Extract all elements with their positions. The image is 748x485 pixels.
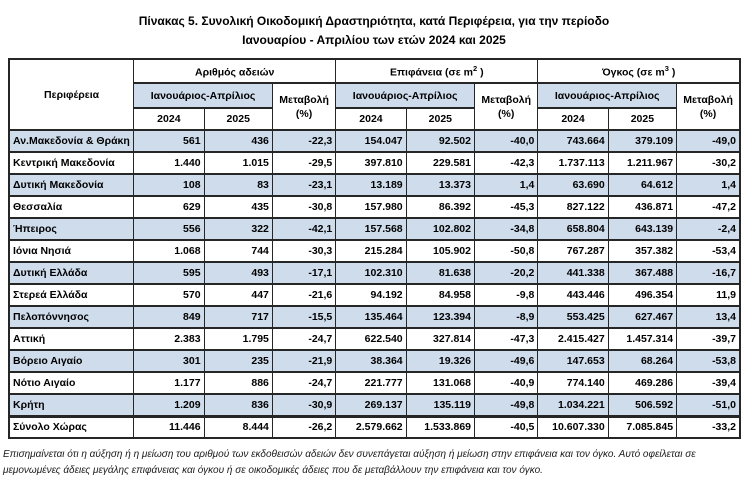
- permits-2025-cell: 493: [204, 262, 272, 284]
- group-header-permits-label: Αριθμός αδειών: [195, 66, 275, 79]
- permits-2025-cell: 1.795: [204, 328, 272, 350]
- surface-2024-cell: 38.364: [336, 350, 406, 372]
- permits-2025-cell: 717: [204, 306, 272, 328]
- permits-2024-cell: 1.209: [134, 394, 204, 416]
- volume-2025-cell: 64.612: [608, 174, 676, 196]
- volume-2024-cell: 147.653: [538, 350, 608, 372]
- permits-2024-cell: 1.440: [134, 152, 204, 174]
- volume-2024-cell: 827.122: [538, 196, 608, 218]
- permits-change-cell: -22,3: [272, 130, 335, 152]
- surface-change-cell: -50,8: [475, 240, 538, 262]
- surface-2024-cell: 622.540: [336, 328, 406, 350]
- surface-2025-cell: 13.373: [406, 174, 474, 196]
- surface-2025-cell: 327.814: [406, 328, 474, 350]
- surface-2025-cell: 229.581: [406, 152, 474, 174]
- change-header-surface: [475, 83, 538, 130]
- surface-2025-cell: 105.902: [406, 240, 474, 262]
- permits-2025-cell: 886: [204, 372, 272, 394]
- table-row: [9, 196, 740, 218]
- region-cell: Δυτική Ελλάδα: [9, 262, 134, 284]
- table-header: [9, 59, 740, 130]
- volume-2024-cell: 1.737.113: [538, 152, 608, 174]
- permits-2025-cell: 744: [204, 240, 272, 262]
- permits-change-cell: -42,1: [272, 218, 335, 240]
- surface-change-cell: 1,4: [475, 174, 538, 196]
- permits-2024-cell: 556: [134, 218, 204, 240]
- permits-2024-cell: 849: [134, 306, 204, 328]
- surface-change-cell: -34,8: [475, 218, 538, 240]
- permits-2024-cell: 629: [134, 196, 204, 218]
- change-unit: (%): [295, 107, 313, 120]
- volume-2025-cell: 379.109: [608, 130, 676, 152]
- group-header-volume-sup: 3: [664, 63, 669, 73]
- permits-2024-cell: 595: [134, 262, 204, 284]
- group-header-surface: [336, 59, 538, 83]
- region-cell: Βόρειο Αιγαίο: [9, 350, 134, 372]
- volume-2025-cell: 643.139: [608, 218, 676, 240]
- volume-2025-cell: 68.264: [608, 350, 676, 372]
- change-header-volume: [677, 83, 740, 130]
- permits-2024-cell: 301: [134, 350, 204, 372]
- region-cell: Ήπειρος: [9, 218, 134, 240]
- region-cell: Δυτική Μακεδονία: [9, 174, 134, 196]
- permits-2024-cell: 108: [134, 174, 204, 196]
- permits-2025-cell: 1.015: [204, 152, 272, 174]
- permits-2024-cell: 1.177: [134, 372, 204, 394]
- volume-2025-cell: 1.211.967: [608, 152, 676, 174]
- group-header-volume-label: Όγκος (σε m: [602, 66, 665, 79]
- surface-2025-cell: 81.638: [406, 262, 474, 284]
- region-cell: Σύνολο Χώρας: [9, 416, 134, 438]
- volume-2025-cell: 496.354: [608, 284, 676, 306]
- change-unit: (%): [498, 107, 515, 120]
- volume-2024-cell: 443.446: [538, 284, 608, 306]
- volume-2024-cell: 441.338: [538, 262, 608, 284]
- permits-2025-cell: 836: [204, 394, 272, 416]
- table-row: [9, 372, 740, 394]
- volume-change-cell: -2,4: [677, 218, 740, 240]
- permits-change-cell: -15,5: [272, 306, 335, 328]
- page-title: [0, 12, 748, 49]
- surface-change-cell: -40,5: [475, 416, 538, 438]
- surface-2024-cell: 397.810: [336, 152, 406, 174]
- region-cell: Στερεά Ελλάδα: [9, 284, 134, 306]
- volume-2025-cell: 627.467: [608, 306, 676, 328]
- volume-2024-cell: 1.034.221: [538, 394, 608, 416]
- surface-2024-cell: 157.568: [336, 218, 406, 240]
- group-header-surface-close: ): [477, 66, 484, 79]
- surface-2025-cell: 102.802: [406, 218, 474, 240]
- permits-change-cell: -21,6: [272, 284, 335, 306]
- footnote: Επισημαίνεται ότι η αύξηση ή η μείωση του αριθμού των εκδοθεισών αδειών δεν συνεπάγεται αύξηση ή μείωση στην επιφάνεια και τον όγκο. Αυτό οφείλεται σε μεμονωμένες άδειες μεγάλης επιφάνειας και όγκου ή σε οικοδομικές άδειες που δε μεταβάλλουν την επιφάνεια και τον όγκο.: [3, 449, 696, 477]
- permits-2025-cell: 447: [204, 284, 272, 306]
- table-row: [9, 350, 740, 372]
- volume-change-cell: 1,4: [677, 174, 740, 196]
- change-label: Μεταβολή: [481, 93, 531, 106]
- surface-change-cell: -45,3: [475, 196, 538, 218]
- permits-2024-cell: 570: [134, 284, 204, 306]
- total-row: [9, 416, 740, 438]
- volume-change-cell: -39,7: [677, 328, 740, 350]
- surface-2025-cell: 1.533.869: [406, 416, 474, 438]
- region-column-header: Περιφέρεια: [9, 59, 134, 130]
- region-cell: Κρήτη: [9, 394, 134, 416]
- volume-change-cell: -49,0: [677, 130, 740, 152]
- surface-2025-cell: 135.119: [406, 394, 474, 416]
- volume-2025-cell: 506.592: [608, 394, 676, 416]
- volume-2025-cell: 436.871: [608, 196, 676, 218]
- year-header-2024: 2024: [538, 108, 608, 130]
- surface-2025-cell: 92.502: [406, 130, 474, 152]
- surface-change-cell: -20,2: [475, 262, 538, 284]
- volume-2024-cell: 63.690: [538, 174, 608, 196]
- volume-2025-cell: 367.488: [608, 262, 676, 284]
- surface-change-cell: -42,3: [475, 152, 538, 174]
- permits-2024-cell: 11.446: [134, 416, 204, 438]
- volume-change-cell: -30,2: [677, 152, 740, 174]
- permits-change-cell: -23,1: [272, 174, 335, 196]
- table-row: [9, 240, 740, 262]
- region-cell: Αττική: [9, 328, 134, 350]
- permits-change-cell: -26,2: [272, 416, 335, 438]
- building-activity-table: [8, 58, 741, 439]
- group-header-surface-label: Επιφάνεια (σε m: [390, 66, 473, 79]
- surface-2024-cell: 13.189: [336, 174, 406, 196]
- permits-change-cell: -29,5: [272, 152, 335, 174]
- year-header-2025: 2025: [406, 108, 474, 130]
- header-group-row: [9, 59, 740, 83]
- surface-2025-cell: 19.326: [406, 350, 474, 372]
- group-header-permits: [134, 59, 336, 83]
- change-unit: (%): [699, 107, 717, 120]
- year-header-2024: 2024: [336, 108, 406, 130]
- surface-2024-cell: 221.777: [336, 372, 406, 394]
- permits-change-cell: -30,8: [272, 196, 335, 218]
- change-header-permits: [272, 83, 335, 130]
- period-header-volume: Ιανουάριος-Απρίλιος: [538, 83, 677, 108]
- surface-change-cell: -47,3: [475, 328, 538, 350]
- page-title-line-1: Πίνακας 5. Συνολική Οικοδομική Δραστηριότητα, κατά Περιφέρεια, για την περίοδο: [138, 14, 610, 28]
- table-body: [9, 130, 740, 438]
- permits-change-cell: -21,9: [272, 350, 335, 372]
- surface-change-cell: -40,9: [475, 372, 538, 394]
- surface-2024-cell: 102.310: [336, 262, 406, 284]
- permits-2025-cell: 435: [204, 196, 272, 218]
- region-cell: Ιόνια Νησιά: [9, 240, 134, 262]
- table-row: [9, 328, 740, 350]
- surface-2025-cell: 131.068: [406, 372, 474, 394]
- period-header-surface: Ιανουάριος-Απρίλιος: [336, 83, 475, 108]
- volume-change-cell: -51,0: [677, 394, 740, 416]
- table-row: [9, 218, 740, 240]
- region-cell: Πελοπόννησος: [9, 306, 134, 328]
- surface-2024-cell: 269.137: [336, 394, 406, 416]
- permits-2024-cell: 1.068: [134, 240, 204, 262]
- volume-change-cell: -47,2: [677, 196, 740, 218]
- permits-2024-cell: 561: [134, 130, 204, 152]
- group-header-volume: [538, 59, 740, 83]
- permits-change-cell: -24,7: [272, 328, 335, 350]
- surface-change-cell: -9,8: [475, 284, 538, 306]
- surface-2025-cell: 123.394: [406, 306, 474, 328]
- volume-change-cell: -16,7: [677, 262, 740, 284]
- permits-change-cell: -30,9: [272, 394, 335, 416]
- year-header-2024: 2024: [134, 108, 204, 130]
- surface-2024-cell: 2.579.662: [336, 416, 406, 438]
- volume-2024-cell: 553.425: [538, 306, 608, 328]
- volume-change-cell: 11,9: [677, 284, 740, 306]
- permits-2025-cell: 322: [204, 218, 272, 240]
- surface-2024-cell: 215.284: [336, 240, 406, 262]
- region-cell: Νότιο Αιγαίο: [9, 372, 134, 394]
- change-label: Μεταβολή: [683, 93, 733, 106]
- permits-change-cell: -24,7: [272, 372, 335, 394]
- table-row: [9, 306, 740, 328]
- volume-2024-cell: 2.415.427: [538, 328, 608, 350]
- group-header-volume-close: ): [668, 66, 676, 79]
- surface-change-cell: -8,9: [475, 306, 538, 328]
- surface-2024-cell: 154.047: [336, 130, 406, 152]
- permits-2024-cell: 2.383: [134, 328, 204, 350]
- surface-change-cell: -49,8: [475, 394, 538, 416]
- permits-2025-cell: 8.444: [204, 416, 272, 438]
- volume-change-cell: 13,4: [677, 306, 740, 328]
- surface-change-cell: -49,6: [475, 350, 538, 372]
- volume-change-cell: -53,4: [677, 240, 740, 262]
- table-row: [9, 284, 740, 306]
- permits-2025-cell: 83: [204, 174, 272, 196]
- permits-change-cell: -17,1: [272, 262, 335, 284]
- page-title-line-2: Ιανουαρίου - Απριλίου των ετών 2024 και 2025: [242, 32, 506, 47]
- surface-change-cell: -40,0: [475, 130, 538, 152]
- table-row: [9, 130, 740, 152]
- volume-2025-cell: 1.457.314: [608, 328, 676, 350]
- table-row: [9, 394, 740, 416]
- surface-2024-cell: 94.192: [336, 284, 406, 306]
- surface-2024-cell: 135.464: [336, 306, 406, 328]
- table-row: [9, 262, 740, 284]
- volume-2024-cell: 10.607.330: [538, 416, 608, 438]
- volume-2024-cell: 767.287: [538, 240, 608, 262]
- permits-change-cell: -30,3: [272, 240, 335, 262]
- region-cell: Θεσσαλία: [9, 196, 134, 218]
- permits-2025-cell: 235: [204, 350, 272, 372]
- region-cell: Κεντρική Μακεδονία: [9, 152, 134, 174]
- period-header-permits: Ιανουάριος-Απρίλιος: [134, 83, 273, 108]
- volume-2024-cell: 774.140: [538, 372, 608, 394]
- volume-2025-cell: 7.085.845: [608, 416, 676, 438]
- volume-change-cell: -39,4: [677, 372, 740, 394]
- table-row: [9, 174, 740, 196]
- group-header-surface-sup: 2: [472, 63, 478, 73]
- volume-2024-cell: 743.664: [538, 130, 608, 152]
- year-header-2025: 2025: [204, 108, 272, 130]
- volume-change-cell: -53,8: [677, 350, 740, 372]
- volume-2024-cell: 658.804: [538, 218, 608, 240]
- region-cell: Αν.Μακεδονία & Θράκη: [9, 130, 134, 152]
- table-row: [9, 152, 740, 174]
- surface-2025-cell: 84.958: [406, 284, 474, 306]
- surface-2025-cell: 86.392: [406, 196, 474, 218]
- year-header-2025: 2025: [608, 108, 676, 130]
- permits-2025-cell: 436: [204, 130, 272, 152]
- change-label: Μεταβολή: [279, 93, 329, 106]
- volume-2025-cell: 357.382: [608, 240, 676, 262]
- surface-2024-cell: 157.980: [336, 196, 406, 218]
- volume-change-cell: -33,2: [677, 416, 740, 438]
- volume-2025-cell: 469.286: [608, 372, 676, 394]
